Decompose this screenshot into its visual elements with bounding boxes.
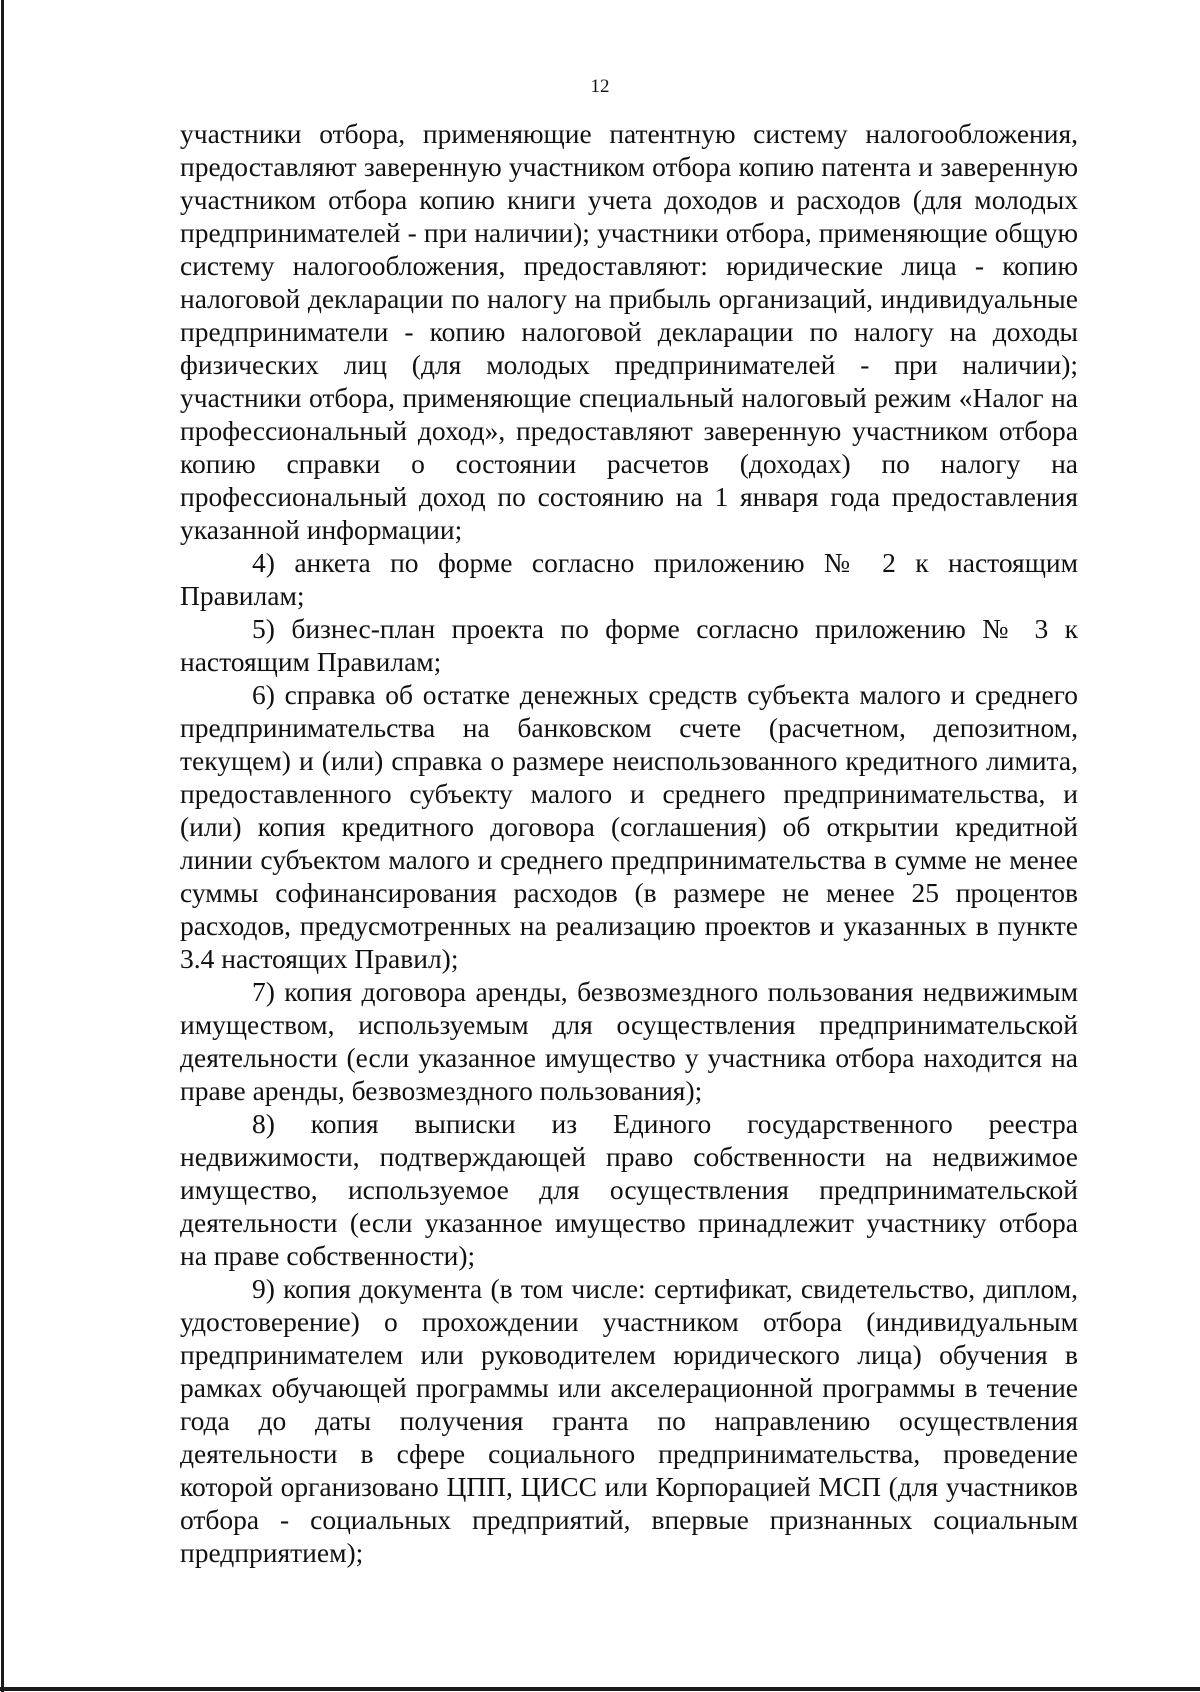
- paragraph-item-5: 5) бизнес-план проекта по форме согласно приложению № 3 к настоящим Правилам;: [180, 613, 1078, 677]
- paragraph-item-9: 9) копия документа (в том числе: сертификат, свидетельство, диплом, удостоверение) о прохождении участником отбора (индивидуальным предпринимателем или руководителем юридического лица) обучения в рамках обучающей программы или акселерационной программы в течение года до даты получения гранта по направлению осуществления деятельности в сфере социального предпринимательства, проведение которой организовано ЦПП, ЦИСС или Корпорацией МСП (для участников отбора - социальных предприятий, впервые признанных социальным предприятием);: [180, 1273, 1078, 1568]
- scan-edge-left: [1, 0, 4, 1692]
- paragraph-item-4: 4) анкета по форме согласно приложению № 2 к настоящим Правилам;: [180, 547, 1078, 611]
- document-body: [180, 117, 1078, 1569]
- paragraph-item-8: 8) копия выписки из Единого государственного реестра недвижимости, подтверждающей право собственности на недвижимое имущество, используемое для осуществления предпринимательской деятельности (если указанное имущество принадлежит участнику отбора на праве собственности);: [180, 1108, 1078, 1271]
- paragraph-item-6: 6) справка об остатке денежных средств субъекта малого и среднего предпринимательства на банковском счете (расчетном, депозитном, текущем) и (или) справка о размере неиспользованного кредитного лимита, предоставленного субъекту малого и среднего предпринимательства, и (или) копия кредитного договора (соглашения) об открытии кредитной линии субъектом малого и среднего предпринимательства в сумме не менее суммы софинансирования расходов (в размере не менее 25 процентов расходов, предусмотренных на реализацию проектов и указанных в пункте 3.4 настоящих Правил);: [180, 679, 1078, 974]
- scan-edge-bottom: [0, 1687, 1200, 1691]
- paragraph-item-7: 7) копия договора аренды, безвозмездного пользования недвижимым имуществом, используемым для осуществления предпринимательской деятельности (если указанное имущество у участника отбора находится на праве аренды, безвозмездного пользования);: [180, 976, 1078, 1106]
- page-number: 12: [590, 76, 610, 97]
- paragraph-tax-documents: участники отбора, применяющие патентную систему налогообложения, предоставляют заверенную участником отбора копию патента и заверенную участником отбора копию книги учета доходов и расходов (для молодых предпринимателей - при наличии); участники отбора, применяющие общую систему налогообложения, предоставляют: юридические лица - копию налоговой декларации по налогу на прибыль организаций, индивидуальные предприниматели - копию налоговой декларации по налогу на доходы физических лиц (для молодых предпринимателей - при наличии); участники отбора, применяющие специальный налоговый режим «Налог на профессиональный доход», предоставляют заверенную участником отбора копию справки о состоянии расчетов (доходах) по налогу на профессиональный доход по состоянию на 1 января года предоставления указанной информации;: [180, 118, 1078, 545]
